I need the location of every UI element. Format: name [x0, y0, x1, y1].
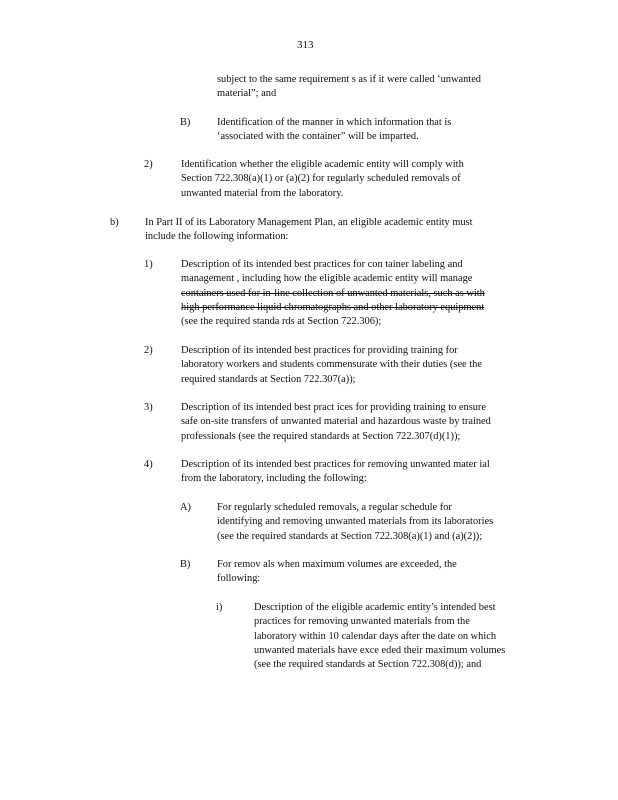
item-label: 1) [144, 259, 153, 270]
item-label: 4) [144, 459, 153, 470]
text-line: required standards at Section 722.307(a)); [181, 373, 356, 385]
text-line: (see the required standards at Section 722.308(d)); and [254, 659, 482, 671]
text-line: For regularly scheduled removals, a regular schedule for [217, 502, 452, 513]
text-line: (see the required standa rds at Section 722.306); [181, 316, 382, 328]
text-line: safe on-site transfers of unwanted material and hazardous waste by trained [181, 416, 491, 428]
item-text [181, 258, 503, 329]
item-text [181, 401, 533, 444]
item-text [254, 601, 538, 672]
text-line: For remov als when maximum volumes are exceeded, the [217, 559, 457, 570]
text-line: management , including how the eligible academic entity will manage [181, 273, 473, 285]
item-label: B) [180, 559, 191, 570]
item-label: 2) [144, 345, 153, 356]
text-line: unwanted material from the laboratory. [181, 187, 344, 199]
text-line: practices for removing unwanted materials from the [254, 616, 470, 628]
text-line: identifying and removing unwanted materials from its laboratories [217, 516, 494, 528]
text-line: material”; and [217, 88, 277, 100]
text-line: ‘associated with the container” will be imparted. [217, 131, 419, 143]
text-line: Identification whether the eligible academic entity will comply with [181, 159, 464, 170]
text-line: Description of its intended best practices for providing training for [181, 345, 458, 356]
text-line: Section 722.308(a)(1) or (a)(2) for regularly scheduled removals of [181, 173, 461, 185]
item-text [217, 116, 492, 145]
text-line: Description of its intended best practices for con tainer labeling and [181, 259, 463, 270]
text-line: from the laboratory, including the following: [181, 473, 367, 485]
text-line: In Part II of its Laboratory Management Plan, an eligible academic entity must [145, 217, 473, 228]
item-text [181, 158, 508, 201]
item-text [217, 558, 491, 587]
text-line: Description of its intended best pract ices for providing training to ensure [181, 402, 487, 413]
text-line: laboratory within 10 calendar days after the date on which [254, 630, 497, 642]
text-line: (see the required standards at Section 722.308(a)(1) and (a)(2)); [217, 530, 483, 542]
text-line: Description of its intended best practices for removing unwanted mater ial [181, 459, 490, 470]
struck-text-line: high performance liquid chromatographs and other laboratory equipment [181, 301, 485, 313]
page-number: 313 [297, 39, 314, 51]
item-text [217, 501, 529, 544]
text-line: include the following information: [145, 231, 289, 243]
text-line: laboratory workers and students commensurate with their duties (see the [181, 359, 482, 371]
item-label: 2) [144, 159, 153, 170]
item-label: i) [216, 602, 223, 613]
text-line: professionals (see the required standards at Section 722.307(d)(1)); [181, 430, 461, 442]
text-line: following: [217, 573, 261, 585]
item-label: b) [110, 217, 119, 228]
text-line: Description of the eligible academic entity’s intended best [254, 602, 496, 613]
item-label: A) [180, 502, 191, 513]
text-line: unwanted materials have exce eded their maximum volumes [254, 644, 506, 656]
item-text [181, 344, 529, 387]
item-text [217, 73, 515, 102]
struck-text-line: containers used for in-line collection of unwanted materials, such as with [181, 287, 485, 299]
item-label: B) [180, 117, 191, 128]
text-line: subject to the same requirement s as if it were called ‘unwanted [217, 74, 481, 85]
item-label: 3) [144, 402, 153, 413]
item-text [145, 216, 523, 245]
item-text [181, 458, 536, 487]
text-line: Identification of the manner in which information that is [217, 117, 452, 128]
